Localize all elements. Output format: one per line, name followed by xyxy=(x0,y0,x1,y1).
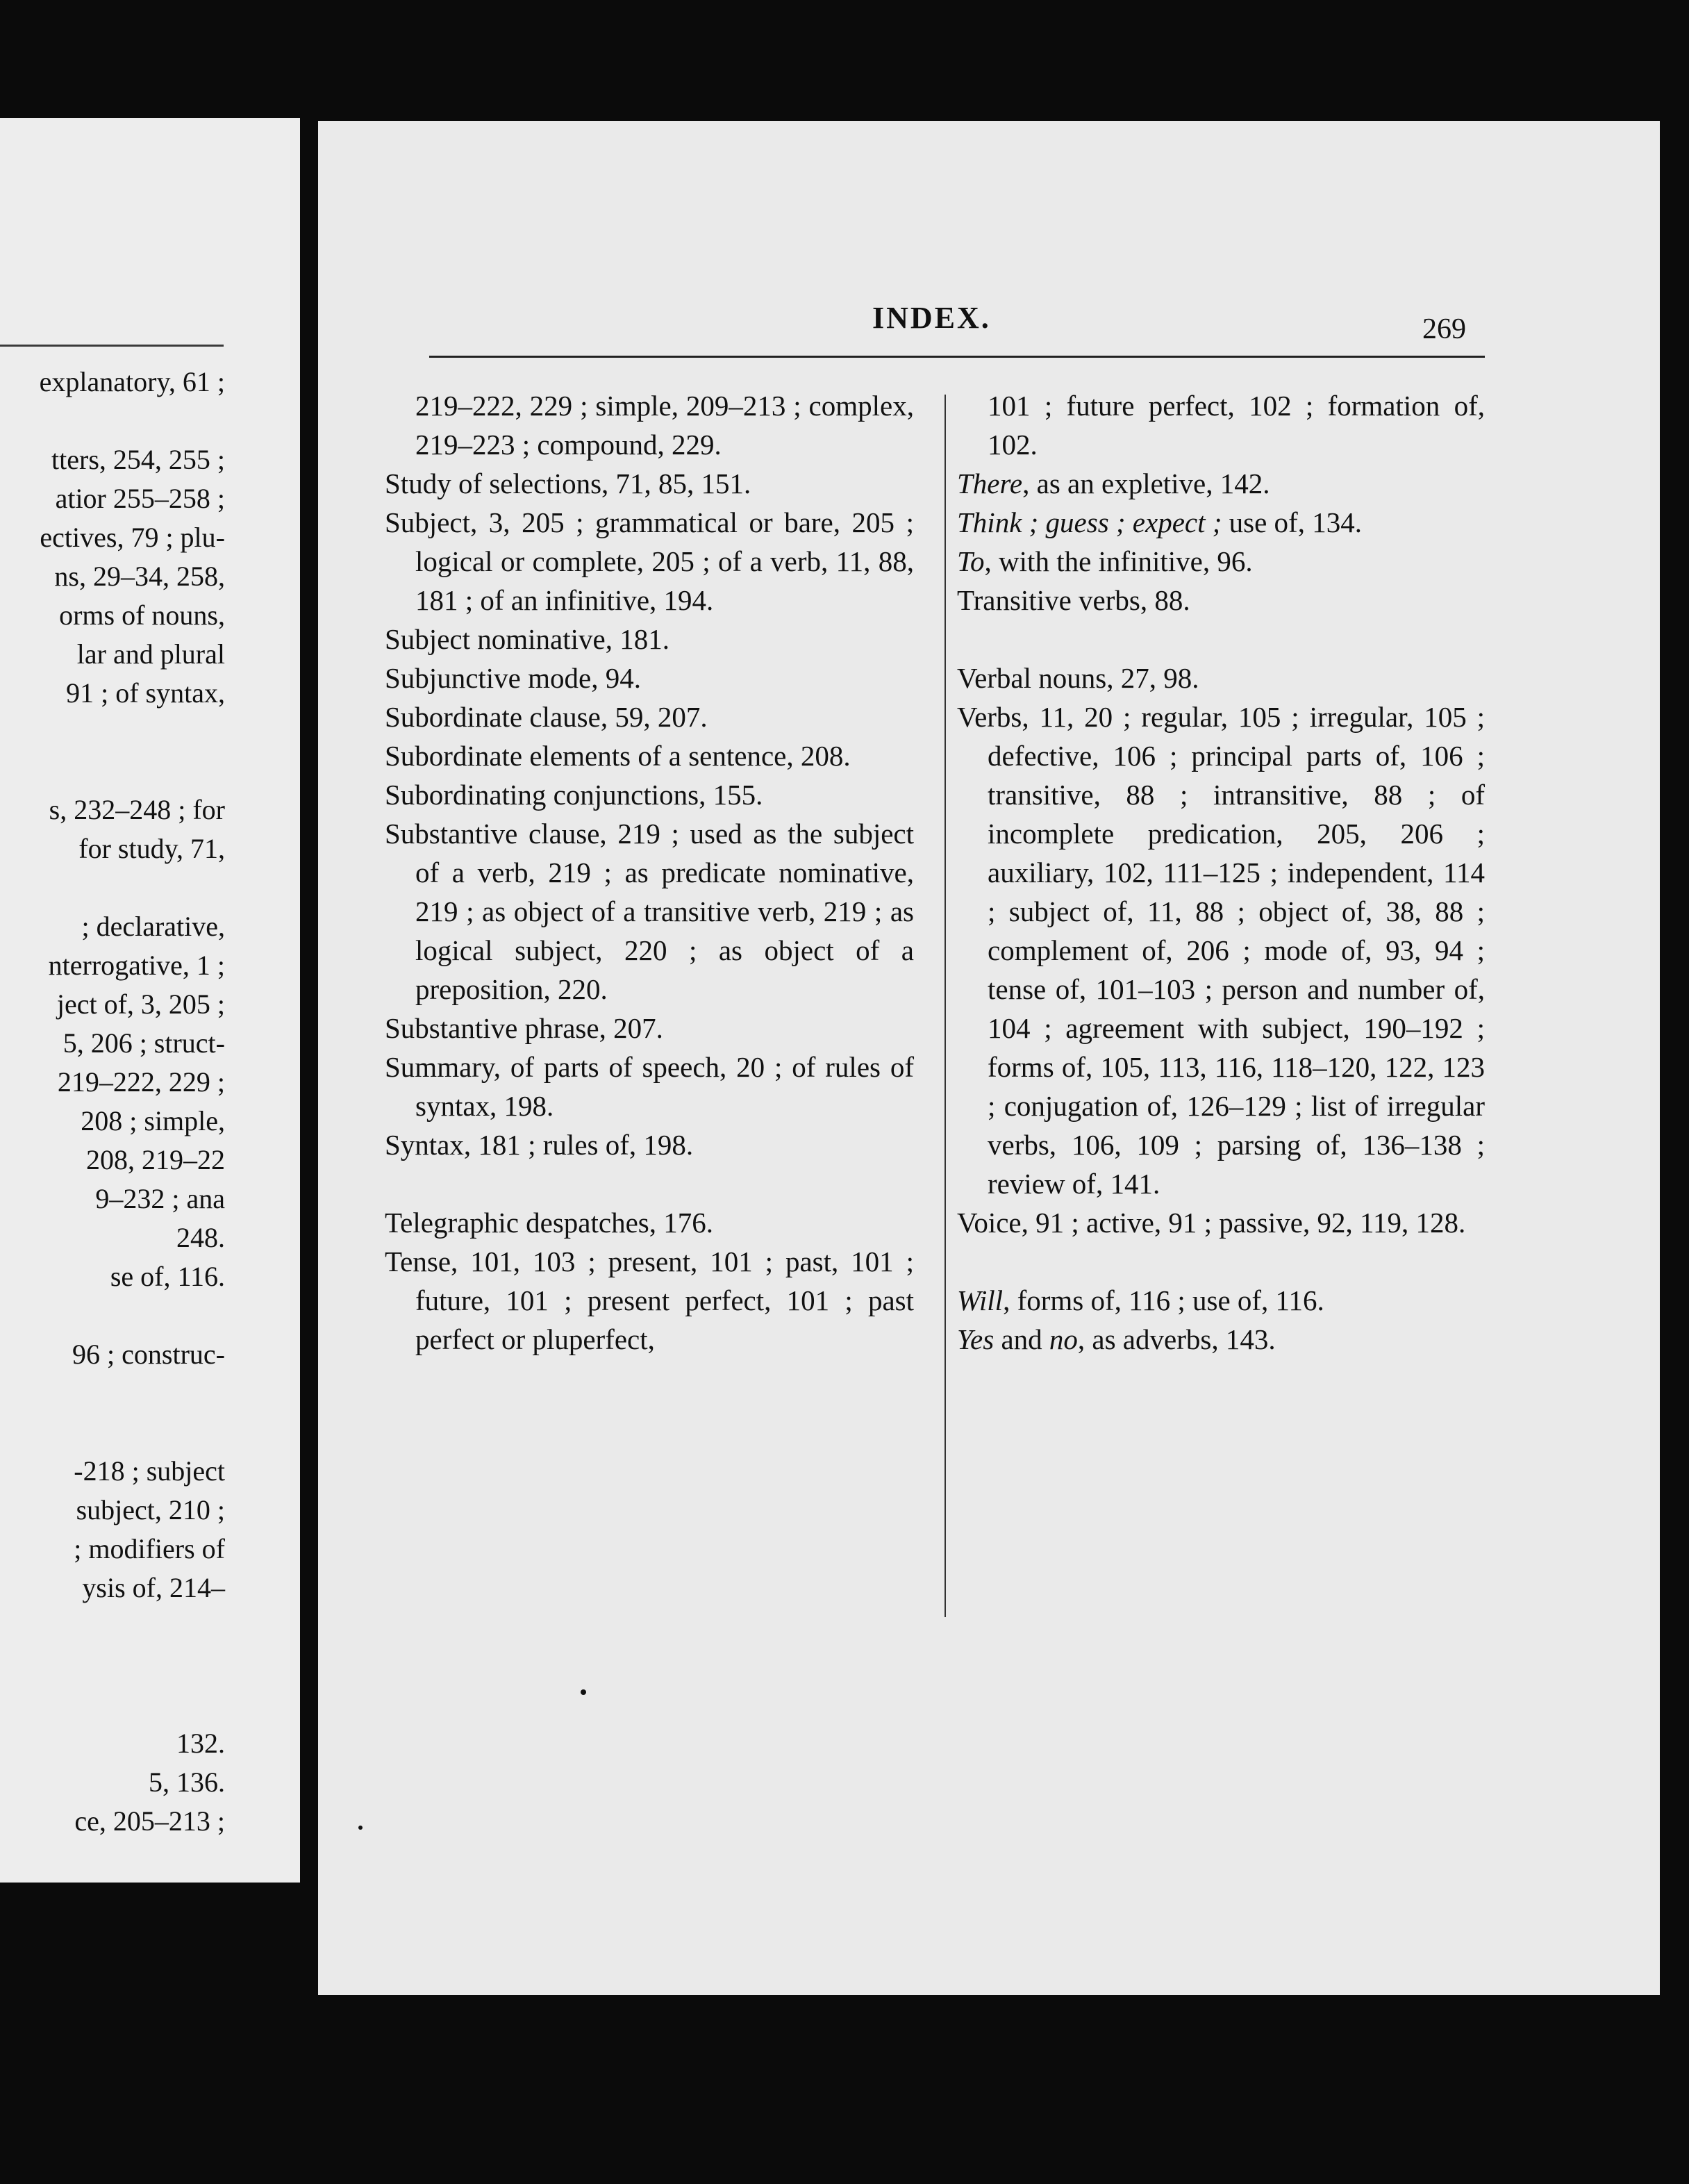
column-divider xyxy=(945,395,946,1617)
index-entry-text: Verbal nouns, 27, 98. xyxy=(957,662,1199,694)
previous-page-line: nterrogative, 1 ; xyxy=(48,950,225,981)
previous-page-line: explanatory, 61 ; xyxy=(39,366,225,397)
index-entry xyxy=(957,503,1485,542)
index-entry-text: 219–222, 229 ; simple, 209–213 ; complex, 219–223 ; compound, 229. xyxy=(415,390,914,461)
index-entry xyxy=(957,659,1485,697)
previous-page-line: lar and plural xyxy=(76,638,225,670)
index-entry xyxy=(385,503,914,620)
index-entry-text: and xyxy=(994,1323,1049,1355)
previous-page-line: 208, 219–22 xyxy=(86,1144,225,1175)
index-entry xyxy=(957,581,1485,620)
index-entry xyxy=(385,814,914,1009)
index-entry xyxy=(385,1242,914,1359)
index-entry xyxy=(385,1048,914,1125)
index-entry-text: Verbs, 11, 20 ; regular, 105 ; irregular, 105 ; defective, 106 ; principal parts of, 106 ; transitive, 88 ; intransitive, 88 ; of incomplete predication, 205, 206 ; auxiliary, 102, 111–125 ; independent, 114 ; subject of, 11, 88 ; object of, 38, 88 ; complement of, 206 ; mode of, 93, 94 ; tense of, 101–103 ; person and number of, 104 ; agreement with subject, 190–192 ; forms of, 105, 113, 116, 118–120, 122, 123 ; conjugation of, 126–129 ; list of irregular verbs, 106, 109 ; parsing of, 136–138 ; review of, 141. xyxy=(957,701,1485,1200)
dust-speck xyxy=(581,1689,586,1695)
previous-page-line xyxy=(0,402,225,440)
previous-page-line: ectives, 79 ; plu- xyxy=(40,522,225,553)
index-entry-keyword: Think ; guess ; expect ; xyxy=(957,506,1222,538)
previous-page-line: s, 232–248 ; for xyxy=(49,794,225,825)
previous-page-rule xyxy=(0,345,224,347)
index-entry xyxy=(957,1320,1485,1359)
dust-speck xyxy=(358,1826,363,1830)
index-entry xyxy=(385,1009,914,1048)
index-entry xyxy=(385,1125,914,1164)
index-entry-text: , as adverbs, 143. xyxy=(1077,1323,1276,1355)
index-entry-text: Summary, of parts of speech, 20 ; of rules of syntax, 198. xyxy=(385,1051,914,1122)
index-entry-text: Tense, 101, 103 ; present, 101 ; past, 101 ; future, 101 ; present perfect, 101 ; past perfect or pluperfect, xyxy=(385,1246,914,1355)
index-entry-text: Subject, 3, 205 ; grammatical or bare, 205 ; logical or complete, 205 ; of a verb, 11, 88, 181 ; of an infinitive, 194. xyxy=(385,506,914,616)
index-entry-text: Subordinating conjunctions, 155. xyxy=(385,779,763,811)
index-page xyxy=(318,121,1660,1995)
previous-page-text xyxy=(0,363,225,1841)
previous-page-line: 91 ; of syntax, xyxy=(66,677,225,709)
index-entry-text: 101 ; future perfect, 102 ; formation of, 102. xyxy=(988,390,1485,461)
index-entry xyxy=(385,736,914,775)
header-rule xyxy=(429,356,1485,358)
previous-page-line: 219–222, 229 ; xyxy=(57,1066,225,1098)
index-column-right xyxy=(957,386,1485,1359)
index-entry xyxy=(957,1203,1485,1242)
page-title: INDEX. xyxy=(872,301,991,335)
previous-page-line: ns, 29–34, 258, xyxy=(54,561,225,592)
index-entry-keyword: no xyxy=(1049,1323,1078,1355)
index-entry xyxy=(385,1203,914,1242)
previous-page-line: atior 255–258 ; xyxy=(55,483,225,514)
previous-page-line xyxy=(0,713,225,752)
previous-page-line: 208 ; simple, xyxy=(81,1105,225,1136)
index-entry-keyword: There xyxy=(957,468,1023,499)
previous-page-line xyxy=(0,1646,225,1685)
previous-page-line: ject of, 3, 205 ; xyxy=(56,988,225,1020)
previous-page-line: 248. xyxy=(176,1222,225,1253)
index-entry xyxy=(385,620,914,659)
previous-page-line: ysis of, 214– xyxy=(82,1572,225,1603)
index-entry-keyword: To xyxy=(957,545,985,577)
previous-page-line xyxy=(0,752,225,791)
index-entry-text: Study of selections, 71, 85, 151. xyxy=(385,468,751,499)
index-entry-text: Subordinate elements of a sentence, 208. xyxy=(385,740,851,772)
index-entry xyxy=(957,386,1485,464)
previous-page xyxy=(0,118,300,1883)
index-entry-text: use of, 134. xyxy=(1222,506,1362,538)
page-number: 269 xyxy=(1422,313,1466,345)
previous-page-line: 9–232 ; ana xyxy=(95,1183,225,1214)
previous-page-line xyxy=(0,1607,225,1646)
index-entry-text: Subject nominative, 181. xyxy=(385,623,669,655)
index-entry xyxy=(957,1281,1485,1320)
previous-page-line: 5, 206 ; struct- xyxy=(63,1027,225,1059)
previous-page-line: ce, 205–213 ; xyxy=(74,1805,225,1837)
index-entry-text: Syntax, 181 ; rules of, 198. xyxy=(385,1129,694,1161)
index-entry xyxy=(385,659,914,697)
index-entry xyxy=(385,386,914,464)
index-entry xyxy=(385,464,914,503)
previous-page-line: 5, 136. xyxy=(149,1767,225,1798)
index-entry-keyword: Yes xyxy=(957,1323,995,1355)
index-column-left xyxy=(385,386,914,1359)
index-entry-text: Substantive clause, 219 ; used as the subject of a verb, 219 ; as predicate nominative, 219 ; as object of a transitive verb, 219 ; as logical subject, 220 ; as object of a preposition, 220. xyxy=(385,818,914,1005)
previous-page-line xyxy=(0,868,225,907)
index-entry xyxy=(385,775,914,814)
index-entry xyxy=(385,697,914,736)
index-entry-text: Voice, 91 ; active, 91 ; passive, 92, 119, 128. xyxy=(957,1207,1466,1239)
index-entry-text: Subordinate clause, 59, 207. xyxy=(385,701,708,733)
previous-page-line: ; declarative, xyxy=(81,911,225,942)
previous-page-line: 132. xyxy=(176,1728,225,1759)
index-entry-text: , forms of, 116 ; use of, 116. xyxy=(1003,1284,1324,1316)
index-entry-text: Substantive phrase, 207. xyxy=(385,1012,663,1044)
previous-page-line: ; modifiers of xyxy=(74,1533,225,1564)
previous-page-line xyxy=(0,1374,225,1413)
index-entry-text: Subjunctive mode, 94. xyxy=(385,662,641,694)
previous-page-line: se of, 116. xyxy=(110,1261,225,1292)
index-entry-text: Transitive verbs, 88. xyxy=(957,584,1190,616)
index-entry-keyword: Will xyxy=(957,1284,1004,1316)
previous-page-line xyxy=(0,1296,225,1335)
previous-page-line xyxy=(0,1685,225,1724)
index-entry-text: , with the infinitive, 96. xyxy=(984,545,1253,577)
index-entry xyxy=(957,464,1485,503)
index-entry xyxy=(957,542,1485,581)
previous-page-line: 96 ; construc- xyxy=(72,1339,225,1370)
previous-page-line: tters, 254, 255 ; xyxy=(51,444,225,475)
previous-page-line: orms of nouns, xyxy=(59,599,225,631)
previous-page-line: for study, 71, xyxy=(78,833,225,864)
previous-page-line: -218 ; subject xyxy=(74,1455,225,1487)
previous-page-line: subject, 210 ; xyxy=(76,1494,225,1525)
index-entry xyxy=(957,697,1485,1203)
index-entry-text: , as an expletive, 142. xyxy=(1022,468,1270,499)
previous-page-line xyxy=(0,1413,225,1452)
index-entry-text: Telegraphic despatches, 176. xyxy=(385,1207,714,1239)
